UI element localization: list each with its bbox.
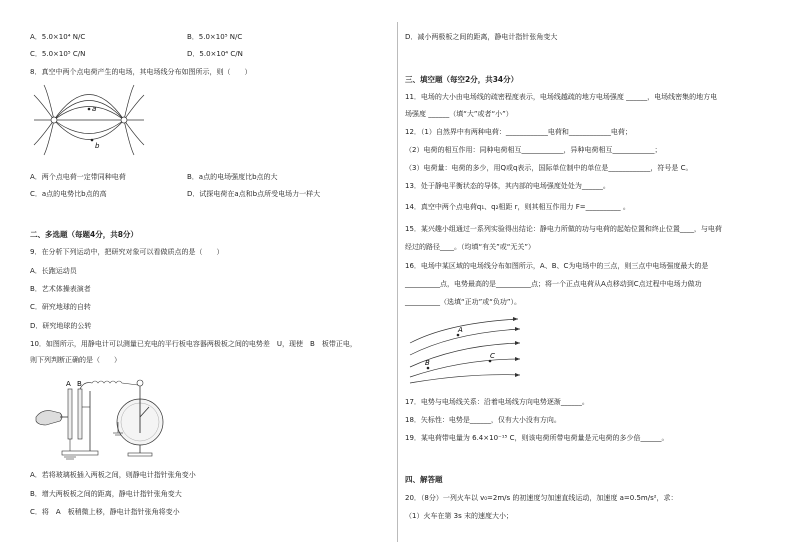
q10-option-c: C．将 A 板稍微上移，静电计指针张角将变小 xyxy=(30,508,180,516)
q18: 18．矢标性：电势是______，仅有大小没有方向。 xyxy=(405,416,561,424)
q9-stem: 9．在分析下列运动中，把研究对象可以看做质点的是（ ） xyxy=(30,248,224,256)
q10-label-b: B xyxy=(77,380,82,388)
q8-label-a: a xyxy=(92,105,97,113)
q9-option-b: B．艺术体操表演者 xyxy=(30,285,91,293)
q7-option-a: A．5.0×10⁴ N/C xyxy=(30,33,86,41)
q17: 17．电势与电场线关系：沿着电场线方向电势逐渐______。 xyxy=(405,398,589,406)
q15-line2: 经过的路径____。（均填“有关”或“无关”） xyxy=(405,243,536,251)
q7-option-b: B．5.0×10⁵ N/C xyxy=(187,33,243,41)
q19: 19．某电荷带电量为 6.4×10⁻¹⁵ C，则该电荷所带电荷量是元电荷的多少倍______。 xyxy=(405,434,669,442)
q16-label-a: A xyxy=(458,326,463,334)
q14: 14．真空中两个点电荷q₁、q₂相距 r，则其相互作用力 F=__________ 。 xyxy=(405,203,630,211)
q13: 13．处于静电平衡状态的导体，其内部的电场强度处处为______。 xyxy=(405,182,610,190)
q16-label-b: B xyxy=(425,359,430,367)
q8-stem: 8．真空中两个点电荷产生的电场，其电场线分布如图所示，则（ ） xyxy=(30,68,252,76)
q12-part2: （2）电荷的相互作用：同种电荷相互____________，异种电荷相互____________； xyxy=(405,146,662,154)
q11-line2: 场强度 ______（填“大”或者“小”） xyxy=(405,110,513,118)
q12-part3: （3）电荷量：电荷的多少，用Q或q表示，国际单位制中的单位是____________，符号是 C。 xyxy=(405,164,693,172)
q16-field-line-figure xyxy=(408,315,533,385)
q8-option-b: B．a点的电场强度比b点的大 xyxy=(187,173,278,181)
column-divider xyxy=(397,22,398,542)
q7-option-c: C．5.0×10⁵ C/N xyxy=(30,50,86,58)
q11-line1: 11．电场的大小由电场线的疏密程度表示，电场线越疏的地方电场强度 ______，电场线密集的地方电 xyxy=(405,93,718,101)
q9-option-d: D．研究地球的公转 xyxy=(30,322,92,330)
q8-option-c: C．a点的电势比b点的高 xyxy=(30,190,107,198)
q12-part1: 12．（1）自然界中有两种电荷：____________电荷和____________电荷； xyxy=(405,128,632,136)
q7-option-d: D．5.0×10⁴ C/N xyxy=(187,50,243,58)
q16-line2: __________点，电势最高的是__________点；将一个正点电荷从A点移动到C点过程中电场力做功 xyxy=(405,280,702,288)
q8-field-line-figure xyxy=(32,83,147,158)
q8-option-a: A．两个点电荷一定带同种电荷 xyxy=(30,173,126,181)
q15-line1: 15．某兴趣小组通过一系列实验得出结论：静电力所做的功与电荷的起始位置和终止位置____，与电荷 xyxy=(405,225,722,233)
q9-option-a: A．长跑运动员 xyxy=(30,267,77,275)
q16-label-c: C xyxy=(490,352,495,360)
q20-part1: （1）火车在第 3s 末的速度大小； xyxy=(405,512,514,520)
section-2-title: 二、多选题（每题4分，共8分） xyxy=(30,230,138,239)
q10-option-b: B．增大两板板之间的距离，静电计指针张角变大 xyxy=(30,490,182,498)
q10-stem-line1: 10．如图所示，用静电计可以测量已充电的平行板电容器两极板之间的电势差 U，现使 B 板带正电， xyxy=(30,340,357,348)
section-3-title: 三、填空题（每空2分，共34分） xyxy=(405,75,519,84)
q10-stem-line2: 则下列判断正确的是（ ） xyxy=(30,356,121,364)
q10-electrometer-figure xyxy=(34,377,184,462)
q16-line1: 16．电场中某区域的电场线分布如图所示，A、B、C为电场中的三点，则三点中电场强度最大的是 xyxy=(405,262,709,270)
q20-stem: 20．（8分）一列火车以 v₀=2m/s 的初速度匀加速直线运动，加速度 a=0.5m/s²，求： xyxy=(405,494,678,502)
q16-line3: __________（选填“正功”或“负功”）。 xyxy=(405,298,522,306)
q8-label-b: b xyxy=(95,142,100,150)
q8-option-d: D．试探电荷在a点和b点所受电场力一样大 xyxy=(187,190,321,198)
q10-option-a: A．若将玻璃板插入两板之间，则静电计指针张角变小 xyxy=(30,471,196,479)
q10-option-d: D．减小两极板之间的距离，静电计指针张角变大 xyxy=(405,33,558,41)
section-4-title: 四、解答题 xyxy=(405,475,443,484)
q9-option-c: C．研究地球的自转 xyxy=(30,303,91,311)
q10-label-a: A xyxy=(66,380,71,388)
